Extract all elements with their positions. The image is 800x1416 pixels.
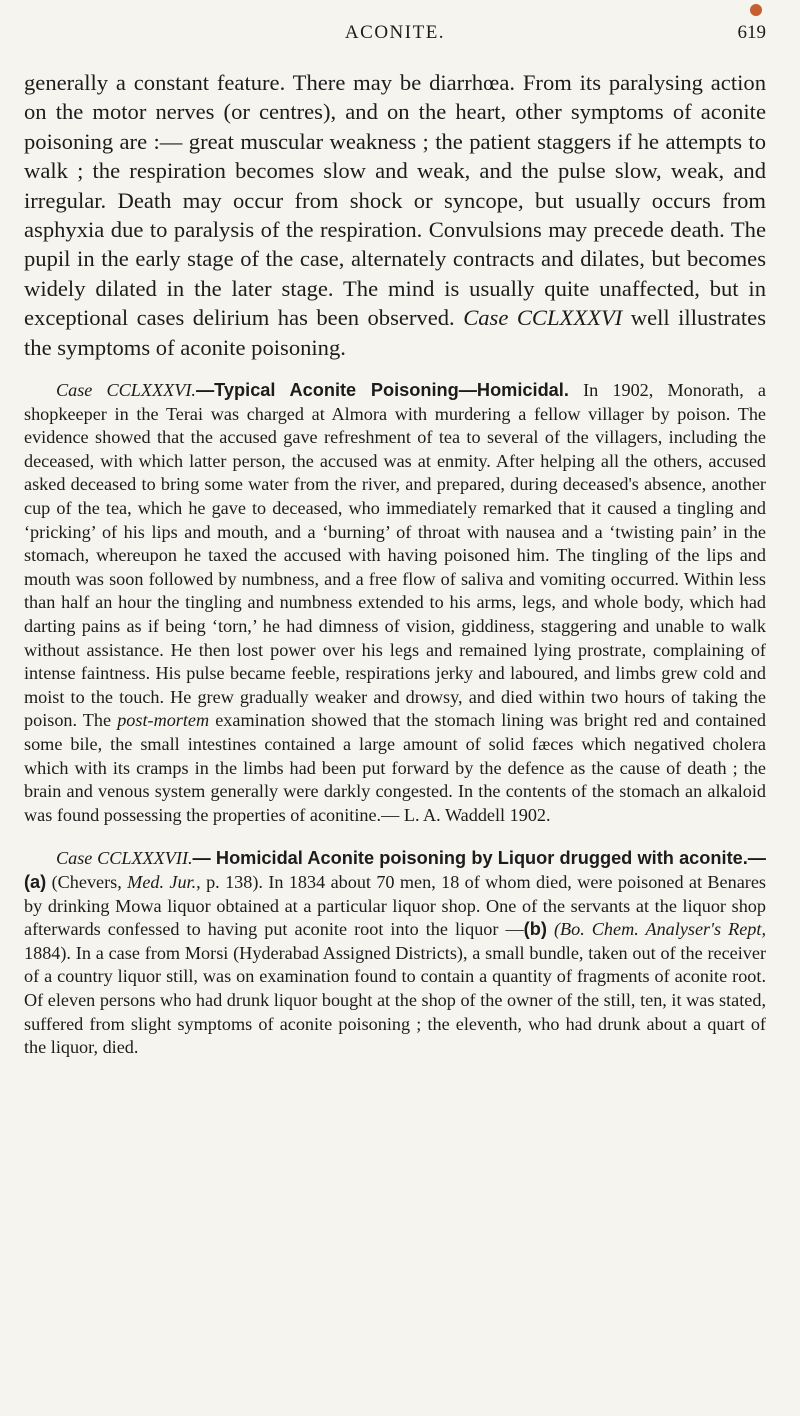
case-286-text: In 1902, Monorath, a shopkeeper in the Terai was charged at Almora with murdering a fellow villager by poison. The evidence showed that the accused gave refreshment of tea to several of the villagers, including the deceased, with which latter person, the accused was at enmity. After helping all the others, accused asked deceased to bring some water from the river, and prepared, during deceased's absence, another cup of the tea, which he gave to deceased, who immediately remarked that it caused a tingling and ‘pricking’ of his lips and mouth, and a ‘burning’ of throat with nausea and a ‘twisting pain’ in the stomach, whereupon he taxed the accused with having poisoned him. The tingling of the lips and mouth was soon followed by numbness, and a free flow of saliva and vomiting occurred. Within less than half an hour the tingling and numbness extended to his arms, legs, and whole body, which had darting pains as if being ‘torn,’ he had dimness of vision, giddiness, staggering and unable to walk without assistance. He then lost power over his legs and remained lying prostrate, complaining of intense faintness. His pulse became feeble, respirations jerky and laboured, and limbs grew cold and moist to the touch. He grew gradually weaker and drowsy, and died within two hours of taking the poison. The — [24, 380, 767, 731]
case-287-heading: — Homicidal Aconite poisoning by Liquor drugged with aconite.— — [192, 848, 766, 869]
intro-paragraph — [24, 68, 766, 362]
ink-dot — [750, 4, 762, 16]
case-287-marker-a: (a) — [24, 871, 47, 892]
case-286-paragraph — [24, 379, 766, 827]
page-header — [24, 22, 766, 56]
case-287-id: Case CCLXXXVII. — [56, 848, 193, 869]
running-title: ACONITE. — [344, 22, 446, 43]
case-287-citation: Chevers, — [57, 871, 122, 892]
case-287-source-b: (Bo. Chem. Analyser's Rept, — [553, 919, 766, 940]
case-286-text-end: examination showed that the stomach lining was bright red and contained some bile, the small intestines contained a large amount of solid fæces which negatived cholera which with its cramps in the limbs had been put forward by the defence as the cause of death ; the brain and venous system generally were darkly congested. In the contents of the stomach an alkaloid was found possessing the properties of aconitine.— L. A. Waddell 1902. — [24, 710, 767, 825]
case-286-heading: —Typical Aconite Poisoning—Homicidal. — [195, 380, 569, 401]
case-287-text-end: 1884). In a case from Morsi (Hyderabad Assigned Districts), a small bundle, taken out of the receiver of a country liquor still, was on examination found to contain a quantity of fragments of aconite root. Of eleven persons who had drunk liquor bought at the shop of the owner of the still, ten, it was stated, suffered from slight symptoms of aconite poisoning ; the eleventh, who had drunk about a quart of the liquor, died. — [24, 942, 766, 1058]
case-287-paragraph: Case CCLXXXVII.— Homicidal Aconite poisoning by Liquor drugged with aconite.—(a) (Chevers, Med. Jur., p. 138). In 1834 about 70 men, 18 of whom died, were poisoned at Benares by drinking Mowa liquor obtained at a particular liquor shop. One of the servants at the liquor shop afterwards confessed to having put aconite root into the liquor —(b) (Bo. Chem. Analyser's Rept, 1884). In a case from Morsi (Hyderabad Assigned Districts), a small bundle, taken out of the receiver of a country liquor still, was on examination found to contain a quantity of fragments of aconite root. Of eleven persons who had drunk liquor bought at the shop of the owner of the still, ten, it was stated, suffered from slight symptoms of aconite poisoning ; the eleventh, who had drunk about a quart of the liquor, died. — [24, 848, 766, 1058]
intro-text-end: well illustrates the symptoms of aconite poisoning. — [24, 305, 767, 360]
case-287-source-a: Med. Jur., — [127, 871, 201, 892]
case-287-marker-b: (b) — [523, 919, 547, 940]
case-286-id: Case CCLXXXVI. — [56, 380, 196, 401]
page-number: 619 — [737, 22, 766, 43]
case-reference: Case CCLXXXVI — [463, 305, 623, 331]
post-mortem-term: post-mortem — [117, 710, 210, 731]
intro-text: generally a constant feature. There may be diarrhœa. From its paralysing action on the motor nerves (or centres), and on the heart, other symptoms of aconite poisoning are :— great muscular weakness ; the patient staggers if he attempts to walk ; the respiration becomes slow and weak, and the pulse slow, weak, and irregular. Death may occur from shock or syncope, but usually occurs from asphyxia due to paralysis of the respiration. Convulsions may precede death. The pupil in the early stage of the case, alternately contracts and dilates, but becomes widely dilated in the later stage. The mind is usually quite unaffected, but in exceptional cases delirium has been observed. — [24, 70, 766, 331]
case-287-text: p. 138). In 1834 about 70 men, 18 of whom died, were poisoned at Benares by drinking Mowa liquor obtained at a particular liquor shop. One of the servants at the liquor shop afterwards confessed to having put aconite root into the liquor — — [24, 871, 766, 940]
